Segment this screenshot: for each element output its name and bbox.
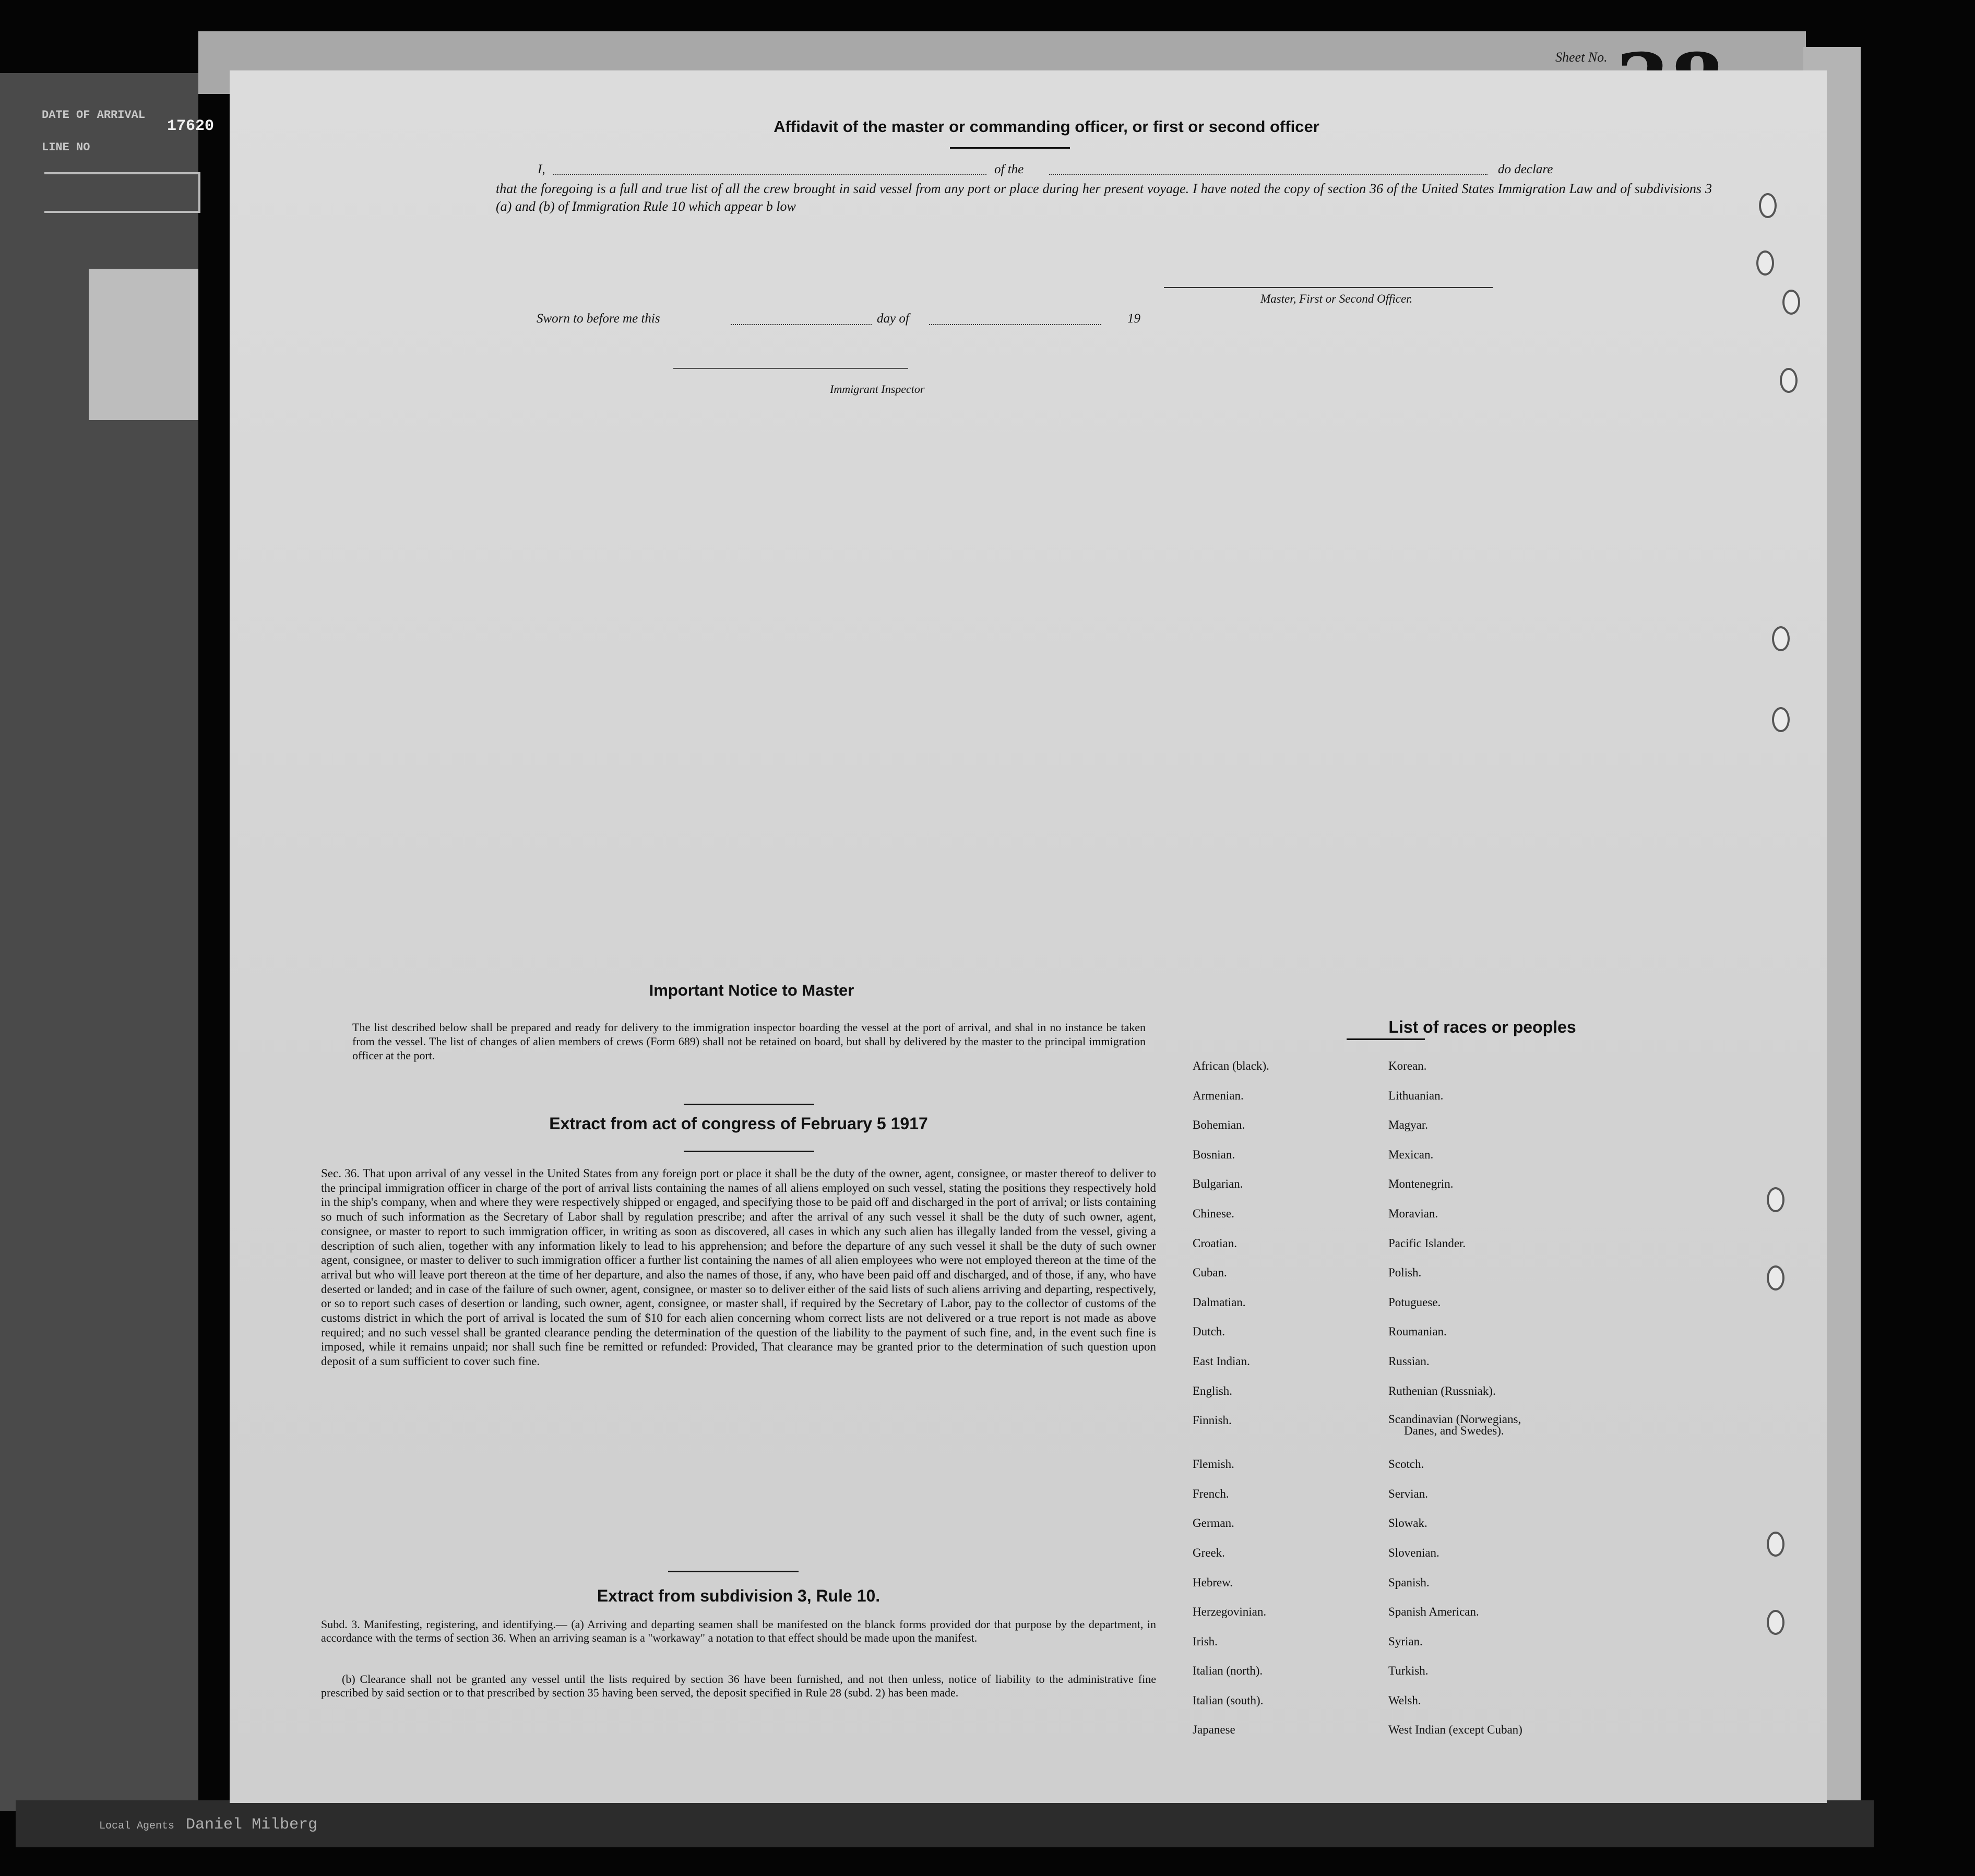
race-item: Japanese bbox=[1193, 1723, 1235, 1737]
section-36-text: Sec. 36. That upon arrival of any vessel in the United States from any foreign port or place it shall be the duty of the owner, agent, consignee, or master thereof to deliver to the principal immigration officer in charge of the port of arrival lists containing the names of all aliens employed on such vessel, stating the positions they respectively hold in the ship's company, when and where they were respectively shipped or engaged, and specifying those to be paid off and discharged in the port of arrival; or lists containing so much of such information as the Secretary of Labor shall by regulation prescribe; and after the arrival of any such vessel it shall be the duty of such owner, agent, consignee, or master to report to such immigration officer, in writing as soon as discovered, all cases in which any such alien has illegally landed from the vessel, giving a description of such alien, together with any information likely to lead to his apprehension; and before the departure of any such vessel it shall be the duty of such owner agent, consignee, or master to deliver to such immigration officer a further list containing the names of all alien employees who were not employed thereon at the time of the arrival but who will leave port thereon at the time of her departure, and also the names of those, if any, who have been paid off and discharged, and of those, if any, who have deserted or landed; and in case of the failure of such owner, agent, consignee, or master so to deliver either of the said lists of such aliens arriving and departing, respectively, or so to report such cases of desertion or landing, such owner, agent, consignee, or master shall, if required by the Secretary of Labor, pay to the collector of customs of the customs district in which the port of arrival is located the sum of $10 for each alien concerning whom correct lists are not delivered or a true report is not made as above required; and no such vessel shall be granted clearance pending the determination of the question of the liability to the payment of such fine, and, in the event such fine is imposed, while it remains unpaid; nor shall such fine be remitted or refunded: Provided, That clearance may be granted prior to the determination of such question upon deposit of a sum sufficient to cover such fine. bbox=[321, 1167, 1156, 1368]
local-agents-label: Local Agents bbox=[99, 1820, 175, 1832]
race-item: Greek. bbox=[1193, 1546, 1225, 1559]
signature-line bbox=[1164, 287, 1493, 288]
rule-above-rule10 bbox=[668, 1571, 799, 1572]
sworn-text: Sworn to before me this bbox=[537, 312, 660, 326]
races-underline bbox=[1347, 1038, 1425, 1040]
race-item: West Indian (except Cuban) bbox=[1388, 1723, 1522, 1737]
race-item: Irish. bbox=[1193, 1634, 1218, 1648]
rule-above-extract bbox=[684, 1104, 814, 1105]
race-item: Turkish. bbox=[1388, 1664, 1429, 1678]
race-item: Chinese. bbox=[1193, 1206, 1234, 1220]
race-item: Finnish. bbox=[1193, 1414, 1232, 1427]
race-item: Scotch. bbox=[1388, 1457, 1424, 1471]
race-item: Syrian. bbox=[1388, 1634, 1423, 1648]
race-item: Magyar. bbox=[1388, 1118, 1429, 1132]
race-item: Roumanian. bbox=[1388, 1325, 1447, 1339]
master-caption: Master, First or Second Officer. bbox=[1260, 292, 1413, 305]
extract-act-title: Extract from act of congress of February 5 1917 bbox=[549, 1114, 928, 1133]
day-blank bbox=[731, 324, 872, 325]
punch-hole bbox=[1782, 290, 1800, 315]
manifest-sheet bbox=[230, 70, 1827, 1803]
affidavit-i: I, bbox=[538, 162, 545, 176]
name-blank bbox=[553, 174, 986, 175]
punch-hole bbox=[1756, 250, 1774, 276]
race-item: Servian. bbox=[1388, 1487, 1429, 1500]
race-item: Dalmatian. bbox=[1193, 1295, 1246, 1309]
race-item: Herzegovinian. bbox=[1193, 1605, 1267, 1619]
date-of-arrival-label: DATE OF ARRIVAL bbox=[42, 109, 146, 122]
race-item: Italian (south). bbox=[1193, 1693, 1264, 1707]
punch-hole bbox=[1767, 1187, 1784, 1212]
race-item: Ruthenian (Russniak). bbox=[1388, 1384, 1496, 1397]
arrival-number: 17620 bbox=[167, 117, 215, 135]
race-item: Moravian. bbox=[1388, 1206, 1438, 1220]
extract-rule-title: Extract from subdivision 3, Rule 10. bbox=[597, 1586, 881, 1605]
punch-hole bbox=[1772, 626, 1790, 651]
punch-hole bbox=[1767, 1265, 1784, 1291]
local-agents bbox=[99, 1816, 317, 1834]
race-item: Italian (north). bbox=[1193, 1664, 1263, 1678]
line-no-label: LINE NO bbox=[42, 141, 90, 154]
race-item: Spanish. bbox=[1388, 1575, 1430, 1589]
race-item: French. bbox=[1193, 1487, 1229, 1500]
inspector-caption: Immigrant Inspector bbox=[830, 383, 925, 396]
subdivision-3b-text: (b) Clearance shall not be granted any vessel until the lists required by section 36 have been furnished, and not then unless, notice of liability to the administrative fine prescribed by said section or to that prescribed by section 35 having been served, the deposit specified in Rule 28 (subd. 2) has been made. bbox=[321, 1672, 1156, 1699]
race-item: Mexican. bbox=[1388, 1148, 1434, 1161]
stub-bracket bbox=[44, 172, 200, 213]
affidavit-title: Affidavit of the master or commanding officer, or first or second officer bbox=[774, 117, 1319, 136]
race-item: Korean. bbox=[1388, 1059, 1427, 1072]
sheet-background bbox=[230, 70, 1827, 1803]
punch-hole bbox=[1759, 193, 1777, 218]
race-item: Bohemian. bbox=[1193, 1118, 1245, 1132]
rule-below-extract bbox=[684, 1151, 814, 1152]
subdivision-3a-text: Subd. 3. Manifesting, registering, and identifying.— (a) Arriving and departing seamen shall be manifested on the blanck forms provided dor that purpose by the department, in accordance with the terms of section 36. When an arriving seaman is a "workaway" a notation to that effect should be made upon the manifest. bbox=[321, 1618, 1156, 1644]
notice-title: Important Notice to Master bbox=[649, 981, 854, 999]
affidavit-of-the: of the bbox=[994, 162, 1024, 176]
race-item: English. bbox=[1193, 1384, 1233, 1397]
affidavit-declare: do declare bbox=[1498, 162, 1553, 176]
inspector-line bbox=[673, 368, 908, 369]
race-item: Croatian. bbox=[1193, 1236, 1237, 1250]
title-underline bbox=[950, 147, 1070, 149]
record-card bbox=[89, 269, 198, 420]
race-item: Bosnian. bbox=[1193, 1148, 1235, 1161]
race-item-scandinavian bbox=[1388, 1414, 1522, 1457]
races-right-column bbox=[1388, 1059, 1522, 1753]
race-item: Pacific Islander. bbox=[1388, 1236, 1466, 1250]
notice-text: The list described below shall be prepared and ready for delivery to the immigration inspector boarding the vessel at the port of arrival, and shal in no instance be taken from the vessel. The list of changes of alien members of crews (Form 689) shall not be retained on board, but shall by delivered by the master to the principal immigration officer at the port. bbox=[352, 1021, 1146, 1062]
race-item: Lithuanian. bbox=[1388, 1089, 1444, 1102]
affidavit-body: that the foregoing is a full and true list of all the crew brought in said vessel from any port or place during her present voyage. I have noted the copy of section 36 of the United States Immigration Law and of subdivisions 3 (a) and (b) of Immigration Rule 10 which appear b low bbox=[496, 181, 1712, 214]
race-item: Russian. bbox=[1388, 1354, 1430, 1368]
races-title: List of races or peoples bbox=[1388, 1018, 1576, 1036]
vessel-blank bbox=[1049, 174, 1488, 175]
local-agents-value: Daniel Milberg bbox=[186, 1816, 318, 1834]
race-item: African (black). bbox=[1193, 1059, 1269, 1072]
year-prefix: 19 bbox=[1127, 312, 1140, 326]
punch-hole bbox=[1780, 368, 1798, 393]
race-item: Potuguese. bbox=[1388, 1295, 1441, 1309]
race-item: Flemish. bbox=[1193, 1457, 1234, 1471]
race-item: Cuban. bbox=[1193, 1266, 1227, 1280]
punch-hole bbox=[1772, 707, 1790, 732]
race-item: Bulgarian. bbox=[1193, 1177, 1243, 1191]
race-item: Spanish American. bbox=[1388, 1605, 1479, 1619]
day-of-text: day of bbox=[877, 312, 909, 326]
punch-hole bbox=[1767, 1532, 1784, 1557]
races-left-column bbox=[1193, 1059, 1269, 1753]
race-item: East Indian. bbox=[1193, 1354, 1250, 1368]
race-item: Slovenian. bbox=[1388, 1546, 1439, 1559]
race-item: Slowak. bbox=[1388, 1516, 1427, 1530]
month-blank bbox=[929, 324, 1101, 325]
race-item: Welsh. bbox=[1388, 1693, 1421, 1707]
punch-hole bbox=[1767, 1610, 1784, 1635]
race-item: Scandinavian (Norwegians, bbox=[1388, 1413, 1521, 1426]
race-item-continuation: Danes, and Swedes). bbox=[1404, 1424, 1504, 1438]
race-item: Polish. bbox=[1388, 1266, 1422, 1280]
race-item: Dutch. bbox=[1193, 1325, 1225, 1339]
race-item: Armenian. bbox=[1193, 1089, 1244, 1102]
race-item: German. bbox=[1193, 1516, 1234, 1530]
sheet-number-label: Sheet No. bbox=[1555, 50, 1608, 65]
race-item: Montenegrin. bbox=[1388, 1177, 1454, 1191]
race-item: Hebrew. bbox=[1193, 1575, 1233, 1589]
